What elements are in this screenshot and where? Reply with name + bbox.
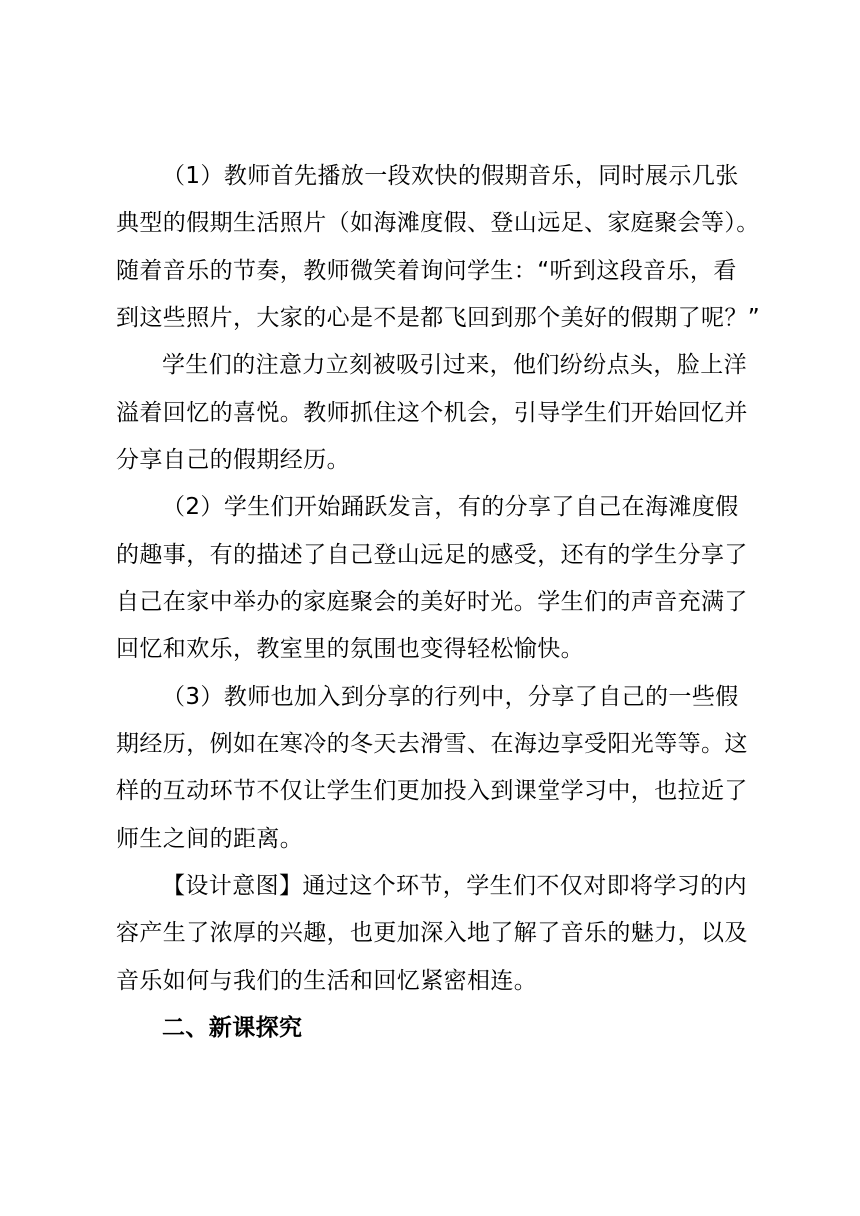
paragraph-3-line-4: 回忆和欢乐，教室里的氛围也变得轻松愉快。	[116, 636, 584, 662]
paragraph-2-line-2: 溢着回忆的喜悦。教师抓住这个机会，引导学生们开始回忆并	[116, 400, 748, 426]
design-intent-line-3: 音乐如何与我们的生活和回忆紧密相连。	[116, 968, 538, 994]
design-intent-line-2: 容产生了浓厚的兴趣，也更加深入地了解了音乐的魅力，以及	[116, 920, 748, 946]
section-heading: 二、新课探究	[162, 1015, 303, 1041]
paragraph-3-line-1: （2）学生们开始踊跃发言，有的分享了自己在海滩度假	[162, 494, 739, 520]
paragraph-1-line-3: 随着音乐的节奏，教师微笑着询问学生：“听到这段音乐，看	[116, 258, 737, 284]
paragraph-1-line-1: （1）教师首先播放一段欢快的假期音乐，同时展示几张	[162, 163, 739, 189]
paragraph-2-line-1: 学生们的注意力立刻被吸引过来，他们纷纷点头，脸上洋	[162, 352, 747, 378]
paragraph-1-line-2: 典型的假期生活照片（如海滩度假、登山远足、家庭聚会等）。	[116, 210, 760, 236]
design-intent-line-1: 【设计意图】通过这个环节，学生们不仅对即将学习的内	[162, 873, 747, 899]
paragraph-4-line-2: 期经历，例如在寒冷的冬天去滑雪、在海边享受阳光等等。这	[116, 731, 748, 757]
paragraph-1-line-4: 到这些照片，大家的心是不是都飞回到那个美好的假期了呢？”	[116, 305, 761, 331]
paragraph-4-line-4: 师生之间的距离。	[116, 826, 304, 852]
paragraph-3-line-3: 自己在家中举办的家庭聚会的美好时光。学生们的声音充满了	[116, 589, 748, 615]
paragraph-4-line-3: 样的互动环节不仅让学生们更加投入到课堂学习中，也拉近了	[116, 778, 748, 804]
paragraph-4-line-1: （3）教师也加入到分享的行列中，分享了自己的一些假	[162, 684, 739, 710]
paragraph-2-line-3: 分享自己的假期经历。	[116, 447, 350, 473]
paragraph-3-line-2: 的趣事，有的描述了自己登山远足的感受，还有的学生分享了	[116, 542, 748, 568]
